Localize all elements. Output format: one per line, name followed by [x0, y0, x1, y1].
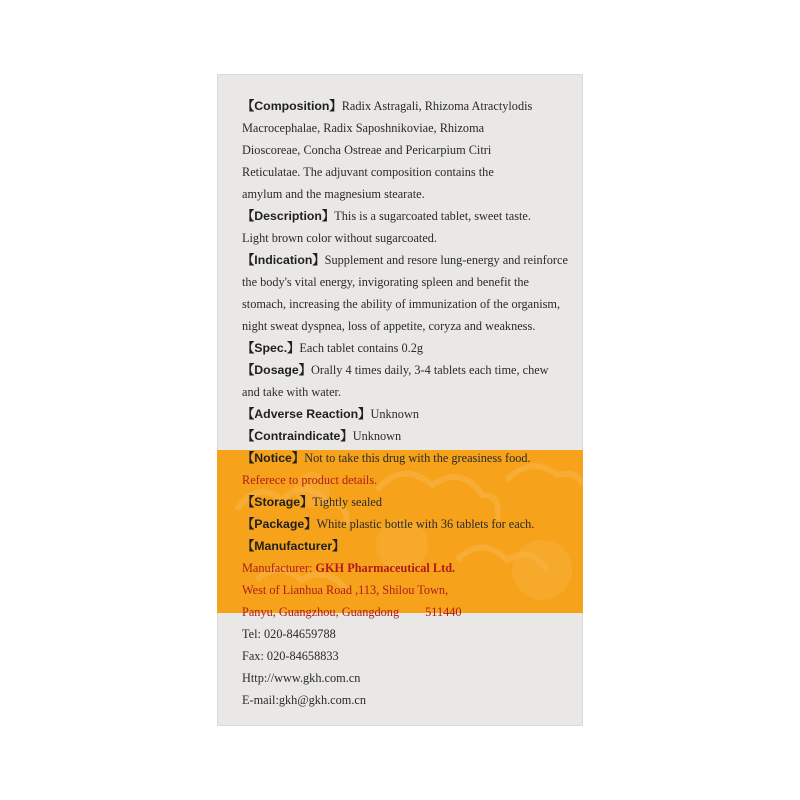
manufacturer-prefix: Manufacturer: — [242, 561, 313, 575]
leaflet-text — [242, 95, 572, 711]
composition-line: amylum and the magnesium stearate. — [242, 187, 425, 201]
manufacturer-postcode: 511440 — [425, 605, 462, 619]
contact-tel: Tel: 020-84659788 — [242, 627, 336, 641]
storage-label: 【Storage】 — [242, 495, 313, 509]
adverse-label: 【Adverse Reaction】 — [242, 407, 371, 421]
adverse-text: Unknown — [370, 407, 419, 421]
notice-label: 【Notice】 — [242, 451, 305, 465]
package-label: 【Package】 — [242, 517, 317, 531]
contraindicate-text: Unknown — [352, 429, 402, 443]
composition-line: Reticulatae. The adjuvant composition contains the — [242, 165, 494, 179]
composition-line: Dioscoreae, Concha Ostreae and Pericarpium Citri — [242, 143, 492, 157]
contact-website: Http://www.gkh.com.cn — [242, 671, 361, 685]
contraindicate-label: 【Contraindicate】 — [242, 429, 353, 443]
storage-text: Tightly sealed — [312, 495, 382, 509]
description-label: 【Description】 — [242, 209, 335, 223]
manufacturer-address: West of Lianhua Road ,113, Shilou Town, — [242, 583, 449, 597]
indication-label: 【Indication】 — [242, 253, 325, 267]
indication-line: stomach, increasing the ability of immunization of the organism, — [242, 297, 561, 311]
contact-email: E-mail:gkh@gkh.com.cn — [242, 693, 367, 707]
dosage-line: and take with water. — [242, 385, 342, 399]
indication-line: night sweat dyspnea, loss of appetite, coryza and weakness. — [242, 319, 536, 333]
description-line: This is a sugarcoated tablet, sweet taste. — [334, 209, 531, 223]
dosage-label: 【Dosage】 — [242, 363, 312, 377]
manufacturer-name: GKH Pharmaceutical Ltd. — [315, 561, 456, 575]
composition-label: 【Composition】 — [242, 99, 342, 113]
indication-line: Supplement and resore lung-energy and reinforce — [324, 253, 568, 267]
manufacturer-label: 【Manufacturer】 — [242, 539, 345, 553]
package-panel — [217, 74, 583, 726]
manufacturer-city: Panyu, Guangzhou, Guangdong — [242, 605, 400, 619]
package-text: White plastic bottle with 36 tablets for each. — [316, 517, 535, 531]
spec-label: 【Spec.】 — [242, 341, 300, 355]
contact-fax: Fax: 020-84658833 — [242, 649, 339, 663]
composition-line: Radix Astragali, Rhizoma Atractylodis — [341, 99, 533, 113]
notice-note: Referece to product details. — [242, 473, 378, 487]
spec-text: Each tablet contains 0.2g — [299, 341, 424, 355]
dosage-line: Orally 4 times daily, 3-4 tablets each time, chew — [311, 363, 549, 377]
indication-line: the body's vital energy, invigorating spleen and benefit the — [242, 275, 530, 289]
notice-text: Not to take this drug with the greasiness food. — [304, 451, 531, 465]
composition-line: Macrocephalae, Radix Saposhnikoviae, Rhizoma — [242, 121, 485, 135]
description-line: Light brown color without sugarcoated. — [242, 231, 437, 245]
